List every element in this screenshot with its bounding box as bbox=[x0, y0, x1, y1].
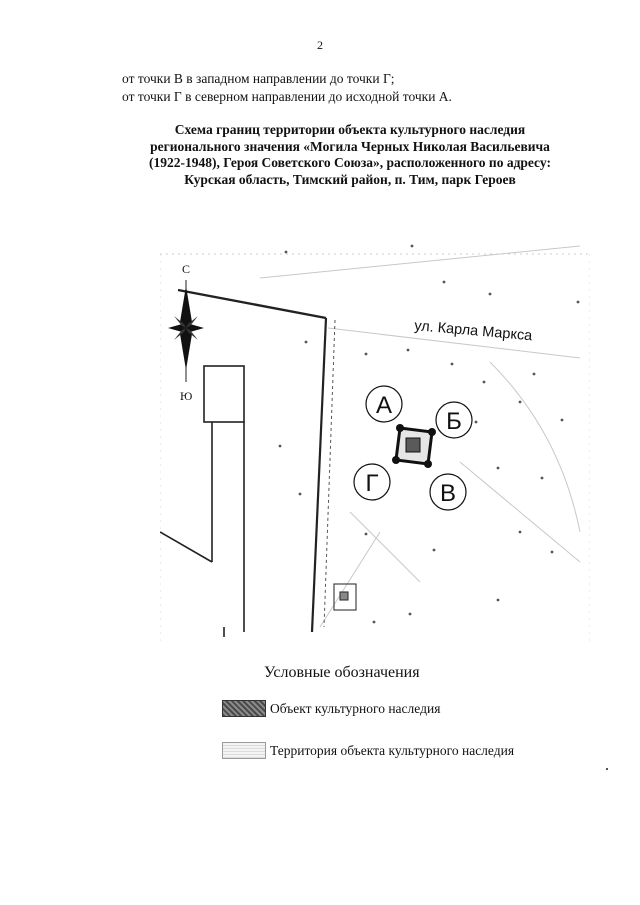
scheme-title-line-4: Курская область, Тимский район, п. Тим, парк Героев bbox=[184, 171, 516, 187]
legend-item-object bbox=[222, 700, 440, 717]
scheme-title-line-2: регионального значения «Могила Черных Николая Васильевича bbox=[150, 138, 550, 154]
buildings bbox=[160, 366, 244, 637]
compass-star-icon bbox=[168, 286, 204, 370]
legend-label-object: Объект культурного наследия bbox=[270, 700, 441, 716]
svg-text:Б: Б bbox=[446, 408, 462, 435]
point-label-b bbox=[436, 402, 472, 438]
legend-item-territory bbox=[222, 742, 514, 759]
legend-swatch-territory bbox=[222, 742, 266, 759]
compass-south-label: Ю bbox=[180, 389, 193, 403]
point-label-a bbox=[366, 386, 402, 422]
point-label-v bbox=[430, 474, 466, 510]
heritage-object-marker bbox=[406, 438, 420, 452]
legend-title: Условные обозначения bbox=[264, 664, 420, 681]
road-boundary bbox=[178, 290, 335, 632]
body-line-1: от точки В в западном направлении до точки Г; bbox=[122, 71, 395, 86]
heritage-territory-boundary bbox=[392, 424, 436, 468]
scheme-title-line-3: (1922-1948), Героя Советского Союза», расположенного по адресу: bbox=[149, 155, 551, 170]
point-label-g bbox=[354, 464, 390, 500]
scheme-title bbox=[90, 122, 610, 188]
page-number: 2 bbox=[317, 38, 323, 52]
compass-rose bbox=[168, 262, 204, 403]
body-line-2: от точки Г в северном направлении до исходной точки А. bbox=[122, 89, 452, 104]
scan-speck bbox=[606, 768, 608, 770]
legend-swatch-object bbox=[222, 700, 266, 717]
svg-text:А: А bbox=[375, 392, 393, 419]
legend-label-territory: Территория объекта культурного наследия bbox=[270, 742, 515, 758]
svg-text:Г: Г bbox=[365, 470, 379, 497]
street-label: ул. Карла Маркса bbox=[413, 318, 533, 345]
scheme-title-line-1: Схема границ территории объекта культурного наследия bbox=[174, 122, 526, 137]
boundary-map bbox=[160, 232, 590, 644]
compass-north-label: С bbox=[182, 262, 191, 276]
svg-text:В: В bbox=[439, 480, 457, 507]
